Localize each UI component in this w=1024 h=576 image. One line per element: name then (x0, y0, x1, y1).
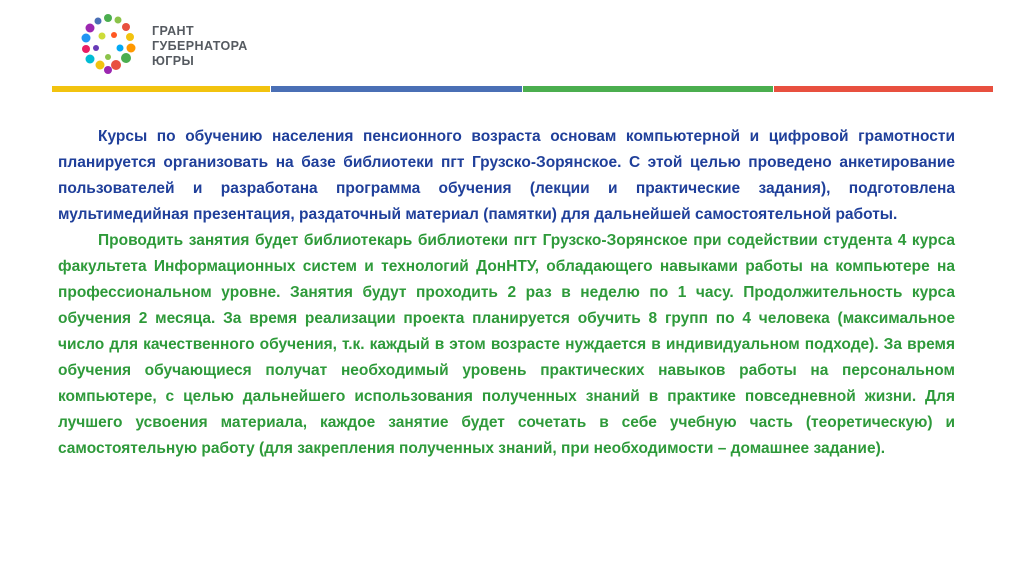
stripe-green (523, 86, 773, 92)
logo-line-3: ЮГРЫ (152, 54, 195, 68)
paragraph-1: Курсы по обучению населения пенсионного возраста основам компьютерной и цифровой грамотности планируется организовать на базе библиотеки пгт Грузско-Зорянское. С этой целью проведено анкетирование пользователей и разработана программа обучения (лекции и практические задания), подготовлена мультимедийная презентация, раздаточный материал (памятки) для дальнейшей самостоятельной работы. (58, 128, 955, 223)
stripe-red (774, 86, 993, 92)
stripe-yellow (52, 86, 270, 92)
stripe-blue (271, 86, 522, 92)
main-text (58, 124, 955, 462)
logo-text (152, 24, 248, 69)
paragraph-2: Проводить занятия будет библиотекарь библиотеки пгт Грузско-Зорянское при содействии студента 4 курса факультета Информационных систем и технологий ДонНТУ, обладающего навыками работы на компьютере на профессиональном уровне. Занятия будут проходить 2 раз в неделю по 1 часу. Продолжительность курса обучения 2 месяца. За время реализации проекта планируется обучить 8 групп по 4 человека (максимальное число для качественного обучения, т.к. каждый в этом возрасте нуждается в индивидуальном подходе). За время обучения обучающиеся получат необходимый уровень практических навыков работы на персональном компьютере, с целью дальнейшего использования полученных знаний в практике повседневной жизни. Для лучшего усвоения материала, каждое занятие будет сочетать в себе учебную часть (теоретическую) и самостоятельную работу (для закрепления полученных знаний, при необходимости – домашнее задание). (58, 232, 955, 457)
logo-line-2: ГУБЕРНАТОРА (152, 39, 248, 53)
grant-logo-icon (78, 8, 138, 78)
logo-line-1: ГРАНТ (152, 24, 195, 38)
